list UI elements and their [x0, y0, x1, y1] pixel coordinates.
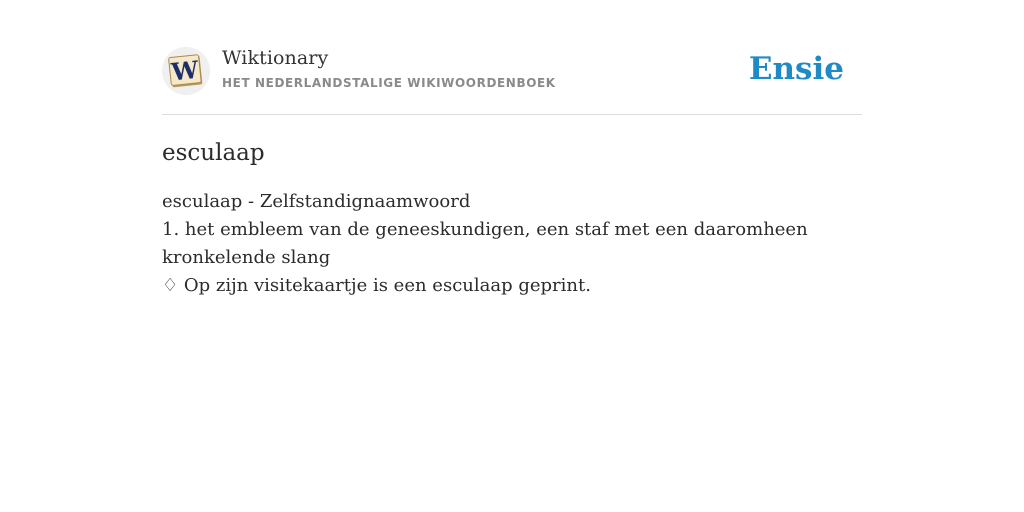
entry-content [162, 136, 862, 300]
wiktionary-logo[interactable] [162, 47, 210, 95]
brand-name[interactable]: Wiktionary [222, 47, 329, 69]
ensie-site-link[interactable]: Ensie [748, 51, 844, 87]
site-header [162, 44, 862, 115]
wiktionary-logo-icon [162, 47, 210, 95]
definition-block [162, 188, 862, 300]
example-sentence: ♢ Op zijn visitekaartje is een esculaap geprint. [162, 275, 591, 296]
brand [222, 46, 556, 91]
headword-line: esculaap - Zelfstandignaamwoord [162, 191, 471, 212]
brand-tagline: HET NEDERLANDSTALIGE WIKIWOORDENBOEK [222, 76, 556, 90]
definition-sense: 1. het embleem van de geneeskundigen, een staf met een daaromheen kronkelende slang [162, 219, 808, 268]
entry-title: esculaap [162, 140, 265, 166]
svg-text:W: W [170, 54, 200, 87]
